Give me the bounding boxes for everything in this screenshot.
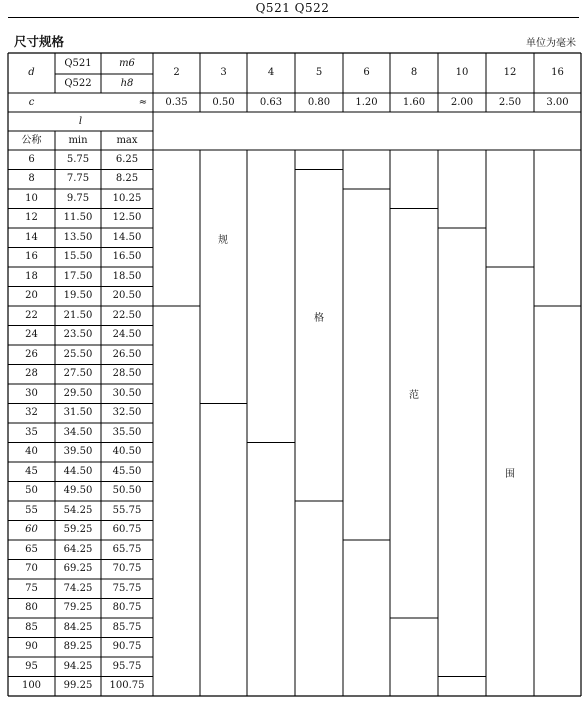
d-label: d — [28, 67, 35, 78]
range-text: 规 — [218, 235, 228, 246]
max-length-cell: 100.75 — [109, 680, 145, 692]
nominal-header: 公称 — [21, 134, 42, 146]
range-text: 范 — [409, 390, 419, 401]
max-length-cell: 32.50 — [112, 407, 142, 419]
d-value: 16 — [551, 67, 564, 78]
min-length-cell: 74.25 — [63, 582, 93, 594]
c-value: 0.50 — [212, 96, 235, 108]
nominal-length-cell: 6 — [28, 153, 35, 165]
max-length-cell: 12.50 — [112, 212, 142, 224]
nominal-length-cell: 18 — [25, 270, 38, 282]
nominal-length-cell: 45 — [25, 465, 38, 477]
max-length-cell: 10.25 — [112, 192, 142, 204]
min-length-cell: 7.75 — [66, 173, 90, 185]
max-length-cell: 40.50 — [112, 446, 142, 458]
min-length-cell: 11.50 — [63, 212, 93, 224]
nominal-length-cell: 65 — [25, 543, 38, 555]
max-length-cell: 70.75 — [112, 563, 142, 575]
c-value: 0.63 — [259, 96, 283, 108]
max-header: max — [116, 134, 138, 146]
nominal-length-cell: 24 — [25, 329, 38, 341]
nominal-length-cell: 14 — [25, 231, 38, 243]
max-length-cell: 85.75 — [112, 621, 142, 633]
nominal-length-cell: 20 — [25, 290, 38, 302]
min-length-cell: 59.25 — [63, 524, 93, 536]
d-value: 10 — [455, 67, 469, 78]
nominal-length-cell: 10 — [25, 192, 38, 204]
max-length-cell: 6.25 — [115, 153, 139, 165]
nominal-length-cell: 80 — [25, 602, 38, 614]
max-length-cell: 75.75 — [112, 582, 142, 594]
q522-label: Q522 — [64, 77, 92, 89]
q521-tolerance: m6 — [119, 57, 135, 69]
nominal-length-cell: 85 — [25, 621, 38, 633]
nominal-length-cell: 100 — [21, 680, 42, 692]
header-title: Q521 Q522 — [255, 1, 330, 15]
nominal-length-cell: 16 — [25, 251, 38, 263]
min-length-cell: 19.50 — [63, 290, 93, 302]
min-length-cell: 27.50 — [63, 368, 93, 380]
max-length-cell: 28.50 — [112, 368, 142, 380]
max-length-cell: 60.75 — [112, 524, 142, 536]
c-value: 1.60 — [402, 96, 426, 108]
min-length-cell: 34.50 — [63, 426, 93, 438]
d-value: 4 — [267, 67, 275, 78]
nominal-length-cell: 8 — [28, 173, 35, 185]
max-length-cell: 80.75 — [112, 602, 142, 614]
min-length-cell: 5.75 — [66, 153, 90, 165]
max-length-cell: 20.50 — [112, 290, 142, 302]
min-length-cell: 9.75 — [66, 192, 90, 204]
min-length-cell: 99.25 — [63, 680, 93, 692]
max-length-cell: 18.50 — [112, 270, 142, 282]
min-length-cell: 84.25 — [63, 621, 93, 633]
nominal-length-cell: 28 — [25, 368, 38, 380]
nominal-length-cell: 40 — [25, 446, 38, 458]
d-value: 2 — [173, 67, 180, 78]
d-value: 8 — [410, 67, 418, 78]
c-value: 2.00 — [450, 96, 474, 108]
min-length-cell: 13.50 — [63, 231, 93, 243]
max-length-cell: 30.50 — [112, 387, 142, 399]
max-length-cell: 14.50 — [112, 231, 142, 243]
nominal-length-cell: 90 — [25, 641, 38, 653]
unit-note: 单位为毫米 — [526, 38, 576, 49]
min-length-cell: 94.25 — [63, 660, 93, 672]
max-length-cell: 55.75 — [112, 504, 142, 516]
c-value: 1.20 — [355, 96, 378, 108]
nominal-length-cell: 35 — [25, 426, 38, 438]
min-header: min — [68, 134, 88, 146]
nominal-length-cell: 32 — [25, 407, 38, 419]
max-length-cell: 26.50 — [112, 348, 142, 360]
c-value: 0.35 — [165, 96, 188, 108]
max-length-cell: 24.50 — [112, 329, 142, 341]
q521-label: Q521 — [64, 57, 92, 69]
approx-symbol: ≈ — [138, 96, 148, 108]
nominal-length-cell: 50 — [25, 485, 38, 497]
nominal-length-cell: 95 — [25, 660, 38, 672]
nominal-length-cell: 75 — [25, 582, 38, 594]
nominal-length-cell: 30 — [25, 387, 38, 399]
section-title: 尺寸规格 — [14, 34, 65, 49]
min-length-cell: 64.25 — [63, 543, 93, 555]
max-length-cell: 16.50 — [112, 251, 142, 263]
nominal-length-cell: 55 — [25, 504, 38, 516]
range-text: 围 — [505, 469, 515, 480]
d-value: 6 — [363, 67, 370, 78]
min-length-cell: 54.25 — [63, 504, 93, 516]
min-length-cell: 39.50 — [63, 446, 93, 458]
c-label: c — [28, 96, 35, 108]
min-length-cell: 21.50 — [63, 309, 93, 321]
min-length-cell: 15.50 — [63, 251, 93, 263]
nominal-length-cell: 60 — [25, 524, 38, 536]
max-length-cell: 50.50 — [112, 485, 142, 497]
nominal-length-cell: 12 — [25, 212, 38, 224]
min-length-cell: 44.50 — [63, 465, 93, 477]
d-value: 3 — [220, 67, 227, 78]
d-value: 12 — [503, 67, 517, 78]
nominal-length-cell: 70 — [25, 563, 38, 575]
max-length-cell: 65.75 — [112, 543, 142, 555]
nominal-length-cell: 22 — [25, 309, 38, 321]
range-text: 格 — [314, 313, 324, 324]
min-length-cell: 89.25 — [63, 641, 93, 653]
max-length-cell: 45.50 — [112, 465, 142, 477]
min-length-cell: 49.50 — [63, 485, 93, 497]
min-length-cell: 23.50 — [63, 329, 93, 341]
min-length-cell: 31.50 — [63, 407, 93, 419]
d-value: 5 — [315, 67, 323, 78]
min-length-cell: 17.50 — [63, 270, 93, 282]
max-length-cell: 8.25 — [115, 173, 139, 185]
c-value: 2.50 — [498, 96, 522, 108]
min-length-cell: 29.50 — [63, 387, 93, 399]
c-value: 3.00 — [546, 96, 569, 108]
max-length-cell: 90.75 — [112, 641, 142, 653]
nominal-length-cell: 26 — [25, 348, 38, 360]
min-length-cell: 25.50 — [63, 348, 93, 360]
max-length-cell: 22.50 — [112, 309, 142, 321]
q522-tolerance: h8 — [120, 77, 134, 89]
min-length-cell: 69.25 — [63, 563, 93, 575]
max-length-cell: 95.75 — [112, 660, 142, 672]
min-length-cell: 79.25 — [63, 602, 93, 614]
max-length-cell: 35.50 — [112, 426, 142, 438]
l-label: l — [78, 115, 83, 127]
c-value: 0.80 — [307, 96, 331, 108]
